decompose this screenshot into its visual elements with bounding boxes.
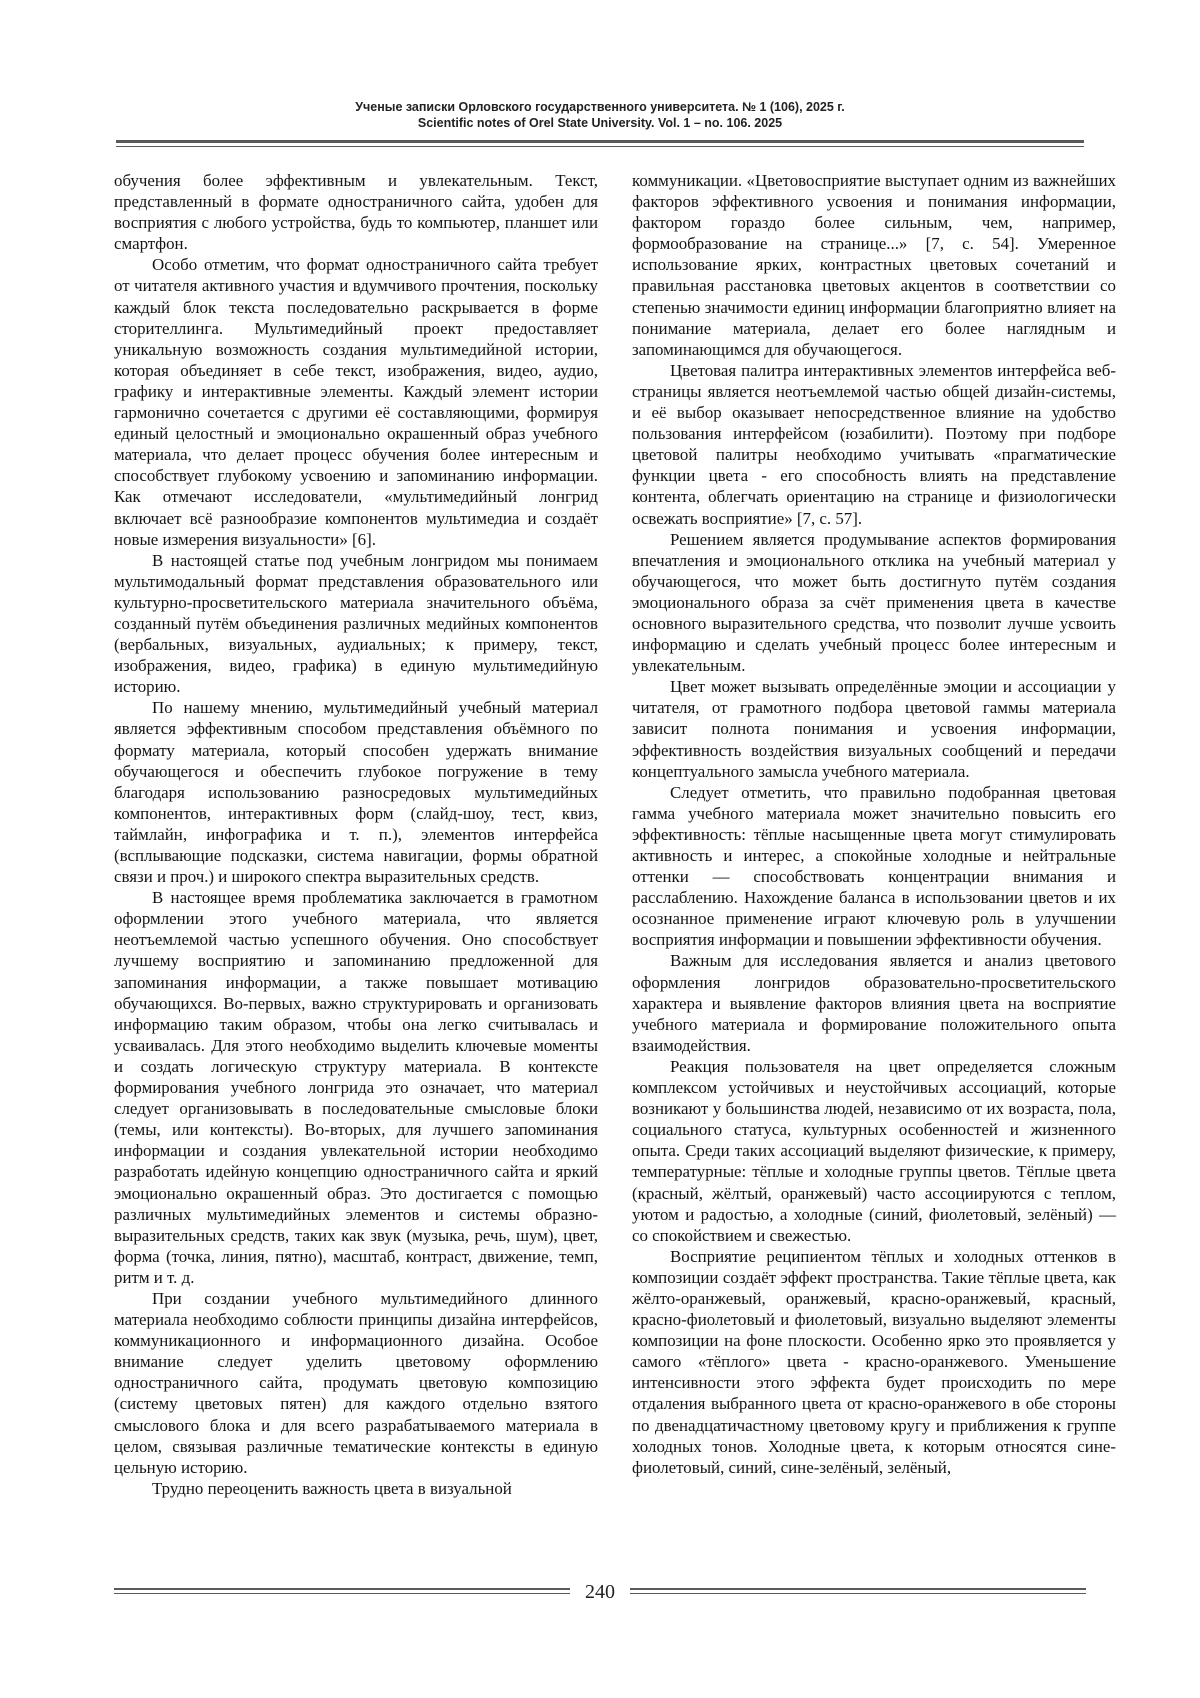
paragraph: В настоящее время проблематика заключается в грамотном оформлении этого учебного материала, что является неотъемлемой частью успешного обучения. Оно способствует лучшему восприятию и запоминанию предложенной для запоминания информации, а также повышает мотивацию обучающихся. Во-первых, важно структурировать и организовать информацию таким образом, чтобы она легко считывалась и усваивалась. Для этого необходимо выделить ключевые моменты и создать логическую структуру материала. В контексте формирования учебного лонгрида это означает, что материал следует организовывать в последовательные смысловые блоки (темы, или контексты). Во-вторых, для лучшего запоминания информации и создания увлекательной истории необходимо разработать идейную концепцию одностраничного сайта и яркий эмоционально окрашенный образ. Это достигается с помощью различных мультимедийных элементов и системы образно-выразительных средств, таких как звук (музыка, речь, шум), цвет, форма (точка, линия, пятно), масштаб, контраст, движение, темп, ритм и т. д. (114, 888, 598, 1287)
footer-rule-left-thin (114, 1593, 570, 1594)
paragraph: Восприятие реципиентом тёплых и холодных оттенков в композиции создаёт эффект пространства. Такие тёплые цвета, как жёлто-оранжевый, оранжевый, красно-оранжевый, красный, красно-фиолетовый и фиолетовый, визуально выделяют элементы композиции на фоне плоскости. Особенно ярко это проявляется у самого «тёплого» цвета - красно-оранжевого. Уменьшение интенсивности этого эффекта будет происходить по мере отдаления выбранного цвета от красно-оранжевого в обе стороны по двенадцатичастному цветовому кругу и приближения к группе холодных тонов. Холодные цвета, к которым относятся сине-фиолетовый, синий, сине-зелёный, зелёный, (632, 1246, 1116, 1477)
paragraph: Цветовая палитра интерактивных элементов интерфейса веб-страницы является неотъемлемой частью общей дизайн-системы, и её выбор оказывает непосредственное влияние на удобство пользования интерфейсом (юзабилити). Поэтому при подборе цветовой палитры необходимо учитывать «прагматические функции цвета - его способность влиять на представление контента, облегчать ориентацию на странице и физиологически освежать восприятие» [7, с. 57]. (632, 360, 1116, 528)
footer-rule-right-thick (630, 1588, 1086, 1590)
header-rule-thick (116, 140, 1084, 143)
paragraph: обучения более эффективным и увлекательным. Текст, представленный в формате одностраничного сайта, удобен для восприятия с любого устройства, будь то компьютер, планшет или смартфон. (114, 171, 598, 254)
paragraph: Решением является продумывание аспектов формирования впечатления и эмоционального отклика на учебный материал у обучающегося, что может быть достигнуто путём создания эмоционального образа за счёт применения цвета в качестве основного выразительного средства, что позволит лучше усвоить информацию и сделать учебный процесс более интересным и увлекательным. (632, 529, 1116, 676)
paragraph: Реакция пользователя на цвет определяется сложным комплексом устойчивых и неустойчивых ассоциаций, которые возникают у большинства людей, независимо от их возраста, пола, социального статуса, культурных особенностей и жизненного опыта. Среди таких ассоциаций выделяют физические, к примеру, температурные: тёплые и холодные группы цветов. Тёплые цвета (красный, жёлтый, оранжевый) часто ассоциируются с теплом, уютом и радостью, а холодные (синий, фиолетовый, зелёный) — со спокойствием и свежестью. (632, 1056, 1116, 1245)
paragraph: При создании учебного мультимедийного длинного материала необходимо соблюсти принципы дизайна интерфейсов, коммуникационного и информационного дизайна. Особое внимание следует уделить цветовому оформлению одностраничного сайта, продумать цветовую композицию (систему цветовых пятен) для каждого отдельно взятого смыслового блока и для всего разрабатываемого материала в целом, связывая различные тематические контексты в единую цельную историю. (114, 1288, 598, 1477)
journal-title-ru: Ученые записки Орловского государственного университета. № 1 (106), 2025 г. (355, 100, 845, 114)
paragraph: По нашему мнению, мультимедийный учебный материал является эффективным способом представления объёмного по формату материала, который способен удержать внимание обучающегося и обеспечить глубокое погружение в тему благодаря использованию разносредовых мультимедийных компонентов, интерактивных форм (слайд-шоу, тест, квиз, таймлайн, инфографика и т. п.), элементов интерфейса (всплывающие подсказки, система навигации, формы обратной связи и проч.) и широкого спектра выразительных средств. (114, 698, 598, 887)
paragraph: коммуникации. «Цветовосприятие выступает одним из важнейших факторов эффективного усвоения и понимания информации, фактором гораздо более сильным, чем, например, формообразование на странице...» [7, с. 54]. Умеренное использование ярких, контрастных цветовых сочетаний и правильная расстановка цветовых акцентов в соответствии со степенью значимости единиц информации благоприятно влияет на понимание материала, делает его более наглядным и запоминающимся для обучающегося. (632, 171, 1116, 359)
right-column (632, 170, 1116, 1478)
paragraph: Следует отметить, что правильно подобранная цветовая гамма учебного материала может значительно повысить его эффективность: тёплые насыщенные цвета могут стимулировать активность и интерес, а спокойные холодные и нейтральные оттенки — способствовать концентрации внимания и расслаблению. Нахождение баланса в использовании цветов и их осознанное применение играют ключевую роль в улучшении восприятия информации и повышении эффективности обучения. (632, 782, 1116, 950)
paragraph: В настоящей статье под учебным лонгридом мы понимаем мультимодальный формат представления образовательного или культурно-просветительского материала значительного объёма, созданный путём объединения различных медийных компонентов (вербальных, визуальных, аудиальных; к примеру, текст, изображения, видео, графика) в единую мультимедийную историю. (114, 550, 598, 697)
paragraph: Важным для исследования является и анализ цветового оформления лонгридов образовательно-просветительского характера и выявление факторов влияния цвета на восприятие учебного материала и формирование положительного опыта взаимодействия. (632, 951, 1116, 1055)
journal-title-en: Scientific notes of Orel State University. Vol. 1 – no. 106. 2025 (417, 116, 783, 130)
paragraph: Цвет может вызывать определённые эмоции и ассоциации у читателя, от грамотного подбора цветовой гаммы материала зависит полнота понимания и усвоения информации, эффективность воздействия визуальных сообщений и передачи концептуального замысла учебного материала. (632, 677, 1116, 781)
paragraph: Трудно переоценить важность цвета в визуальной (152, 1478, 512, 1498)
paragraph: Особо отметим, что формат одностраничного сайта требует от читателя активного участия и вдумчивого прочтения, поскольку каждый блок текста последовательно раскрывается в форме сторителлинга. Мультимедийный проект предоставляет уникальную возможность создания мультимедийной истории, которая объединяет в себе текст, изображения, видео, аудио, графику и интерактивные элементы. Каждый элемент истории гармонично сочетается с другими её составляющими, формируя единый целостный и эмоционально окрашенный образ учебного материала, что делает процесс обучения более интересным и способствует глубокому усвоению и запоминанию информации. Как отмечают исследователи, «мультимедийный лонгрид включает всё разнообразие компонентов мультимедиа и создаёт новые измерения визуальности» [6]. (114, 255, 598, 549)
footer-rule-left-thick (114, 1588, 570, 1590)
footer-rule-right-thin (630, 1593, 1086, 1594)
left-column (114, 170, 598, 1499)
header-rule-thin (116, 146, 1084, 147)
journal-header (0, 99, 1200, 131)
page-number: 240 (585, 1581, 615, 1603)
